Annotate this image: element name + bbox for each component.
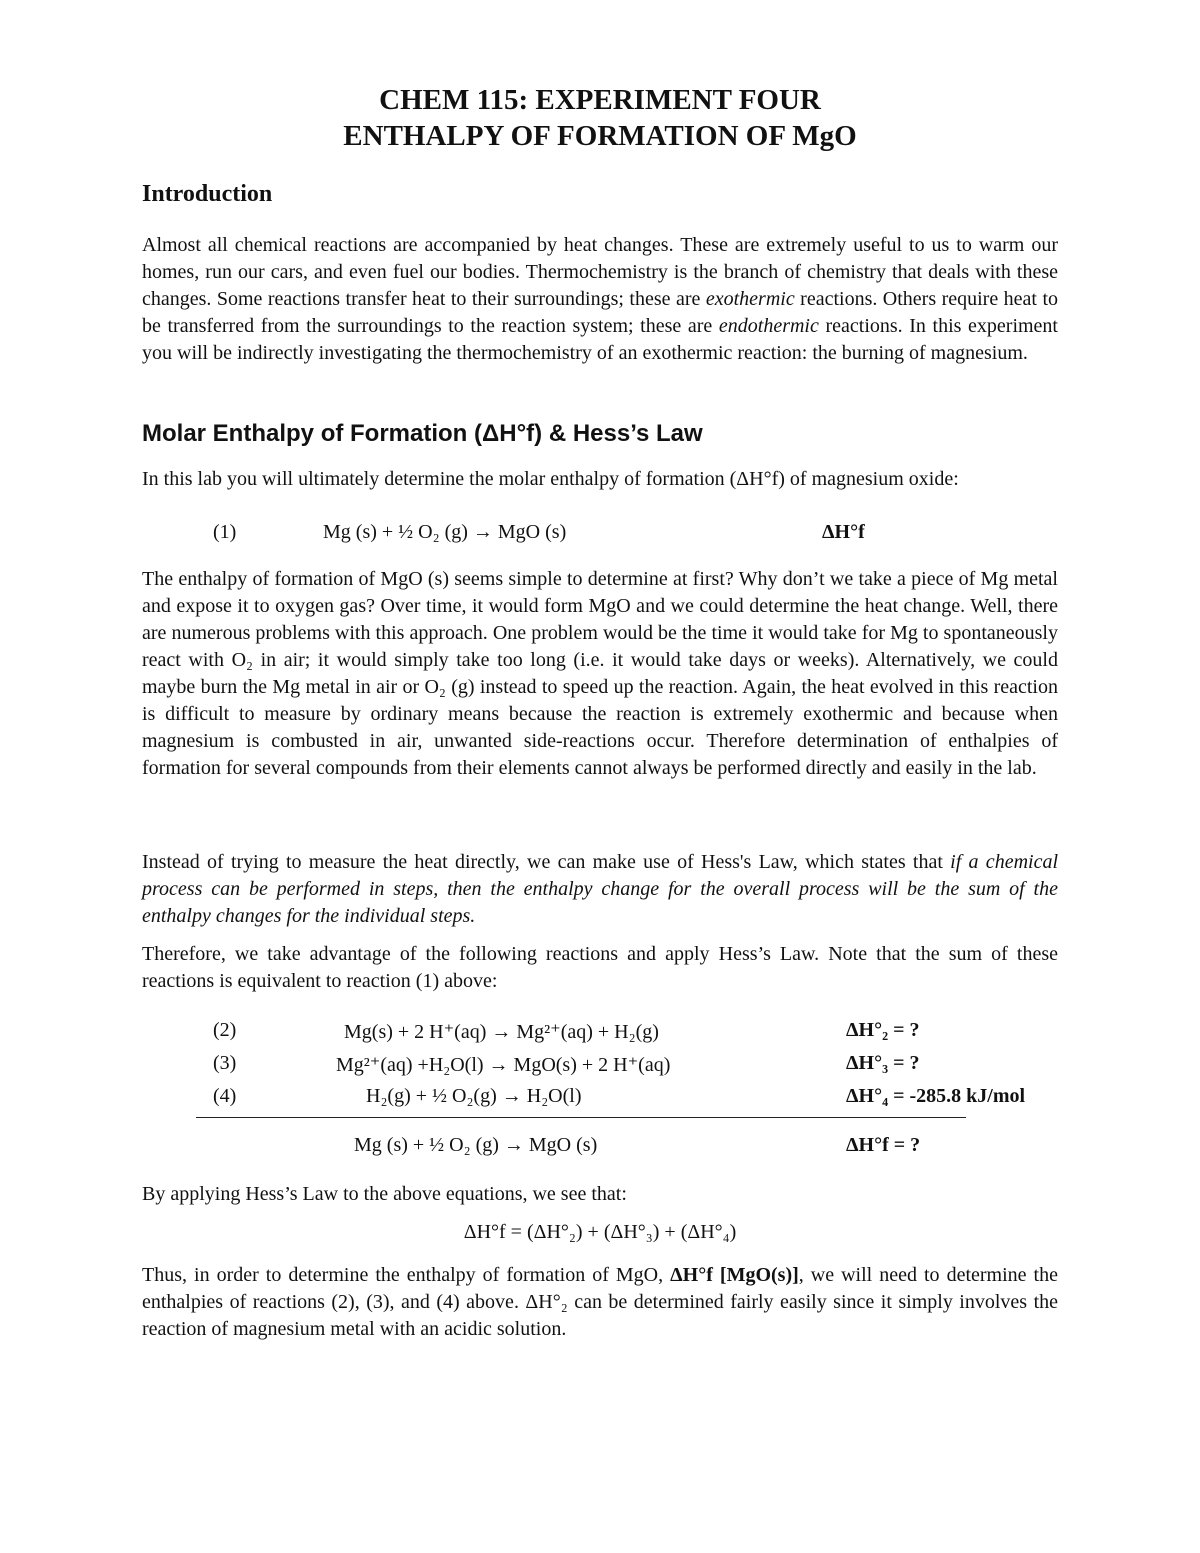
hess-sum-formula: ΔH°f = (ΔH°₂) + (ΔH°₃) + (ΔH°₄) [463, 1221, 737, 1243]
intro-text-2: reactions. Others require heat to be transferred from the surroundings to the reaction system; these are [142, 288, 1058, 337]
reaction-3-equation: Mg²⁺(aq) +H₂O(l) → MgO(s) + 2 H⁺(aq) [336, 1054, 671, 1076]
reaction-2-number: (2) [213, 1019, 237, 1041]
reaction-4-enthalpy: ΔH°₄ = -285.8 kJ/mol [846, 1085, 1026, 1107]
reaction-4-row [0, 1085, 1200, 1115]
hess-law-text: Instead of trying to measure the heat directly, we can make use of Hess's Law, which states that [142, 851, 951, 873]
reaction-4-number: (4) [213, 1085, 237, 1107]
intro-text-1: Almost all chemical reactions are accompanied by heat changes. These are extremely useful to us to warm our homes, run our cars, and even fuel our bodies. Thermochemistry is the branch of chemistry that deals with these changes. Some reactions transfer heat to their surroundings; these are [142, 234, 1058, 310]
overall-reaction-enthalpy: ΔH°f = ? [846, 1134, 921, 1156]
sum-divider [196, 1117, 966, 1118]
reaction-2-row [0, 1019, 1200, 1049]
intro-endothermic-term: endothermic [718, 315, 819, 337]
introduction-heading: Introduction [142, 181, 273, 207]
apply-hess-paragraph: Therefore, we take advantage of the following reactions and apply Hess’s Law. Note that the sum of these reactions is equivalent to reaction (1) above: [142, 943, 1058, 992]
reaction-3-enthalpy: ΔH°₃ = ? [846, 1052, 920, 1074]
overall-reaction-equation: Mg (s) + ½ O₂ (g) → MgO (s) [354, 1134, 598, 1156]
conclusion-paragraph [142, 1262, 1058, 1343]
reaction-4-equation: H₂(g) + ½ O₂(g) → H₂O(l) [366, 1085, 582, 1107]
conclusion-text-2: , we will need to determine the enthalpies of reactions (2), (3), and (4) above. ΔH°₂ can be determined fairly easily since it simply involves the reaction of magnesium metal with an acidic solution. [142, 1264, 1058, 1340]
molar-enthalpy-heading: Molar Enthalpy of Formation (ΔH°f) & Hess’s Law [142, 420, 703, 447]
reaction-2-enthalpy: ΔH°₂ = ? [846, 1019, 920, 1041]
reaction-3-row [0, 1052, 1200, 1082]
intro-text-3: reactions. In this experiment you will be indirectly investigating the thermochemistry of an exothermic reaction: the burning of magnesium. [142, 315, 1058, 364]
document-title-line-1: CHEM 115: EXPERIMENT FOUR [379, 84, 821, 116]
hess-law-statement: if a chemical process can be performed in steps, then the enthalpy change for the overall process will be the sum of the enthalpy changes for the individual steps. [142, 851, 1058, 927]
applying-hess-text: By applying Hess’s Law to the above equations, we see that: [142, 1183, 627, 1205]
intro-exothermic-term: exothermic [705, 288, 795, 310]
approach-problems-paragraph: The enthalpy of formation of MgO (s) seems simple to determine at first? Why don’t we take a piece of Mg metal and expose it to oxygen gas? Over time, it would form MgO and we could determine the heat change. Well, there are numerous problems with this approach. One problem would be the time it would take for Mg to spontaneously react with O₂ in air; it would simply take too long (i.e. it would take days or weeks). Alternatively, we could maybe burn the Mg metal in air or O₂ (g) instead to speed up the reaction. Again, the heat evolved in this reaction is difficult to measure by ordinary means because the reaction is extremely exothermic and because when magnesium is combusted in air, unwanted side-reactions occur. Therefore determination of enthalpies of formation for several compounds from their elements cannot always be performed directly and easily in the lab. [142, 568, 1058, 779]
hess-law-paragraph [142, 849, 1058, 930]
reaction-1-enthalpy: ΔH°f [822, 521, 865, 543]
reaction-2-equation: Mg(s) + 2 H⁺(aq) → Mg²⁺(aq) + H₂(g) [344, 1021, 659, 1043]
conclusion-bold-term: ΔH°f [MgO(s)] [670, 1264, 799, 1286]
reaction-1-equation: Mg (s) + ½ O₂ (g) → MgO (s) [323, 521, 567, 543]
conclusion-text-1: Thus, in order to determine the enthalpy of formation of MgO, [142, 1264, 671, 1286]
reaction-1-row [0, 521, 1200, 551]
reaction-1-number: (1) [213, 521, 237, 543]
introduction-paragraph [142, 232, 1058, 367]
overall-reaction-row [0, 1134, 1200, 1164]
reaction-3-number: (3) [213, 1052, 237, 1074]
molar-enthalpy-paragraph: In this lab you will ultimately determine the molar enthalpy of formation (ΔH°f) of magnesium oxide: [142, 468, 959, 490]
document-title-line-2: ENTHALPY OF FORMATION OF MgO [343, 120, 857, 152]
